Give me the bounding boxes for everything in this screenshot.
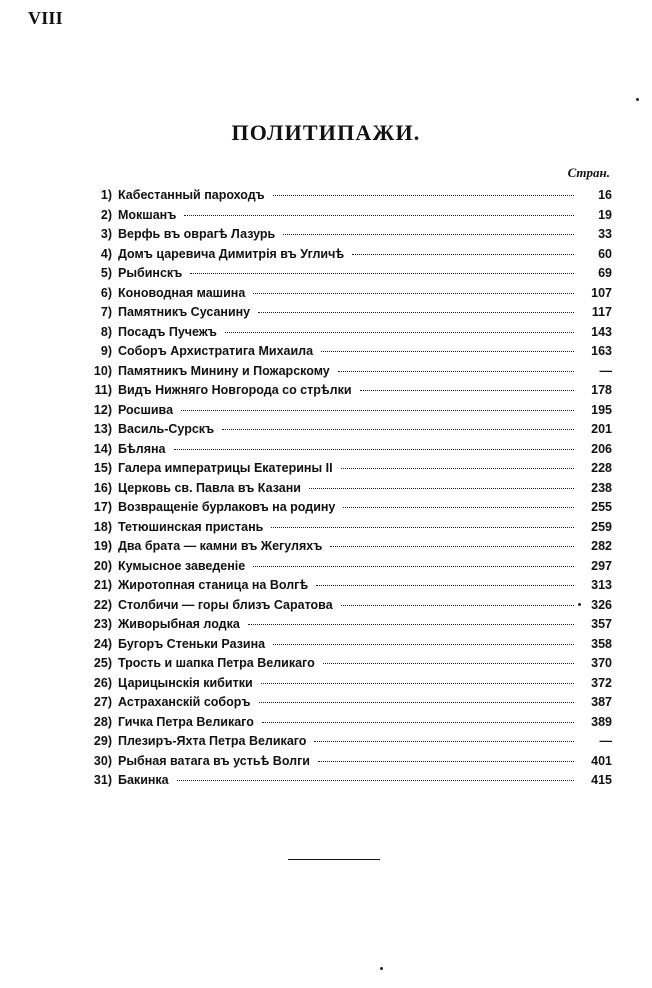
dot-leader	[338, 371, 574, 372]
item-number: 15)	[93, 461, 112, 475]
item-number: 28)	[93, 714, 112, 729]
item-page-number: —	[599, 734, 612, 748]
item-title: Кабестанный пароходъ	[118, 188, 265, 202]
list-item	[0, 342, 652, 362]
dot-leader	[177, 780, 574, 781]
dot-leader	[330, 546, 574, 547]
dot-leader	[225, 332, 574, 333]
list-item	[0, 264, 652, 284]
item-title: Столбичи — горы близъ Саратова	[118, 597, 333, 612]
item-row	[118, 186, 612, 206]
item-number: 14)	[93, 441, 112, 456]
item-row	[118, 732, 612, 752]
item-page-number: 228	[591, 461, 612, 475]
item-title: Василь-Сурскъ	[118, 422, 215, 436]
item-number: 27)	[93, 695, 112, 709]
item-page-number: 255	[591, 500, 612, 514]
item-title: Кумысное заведеніе	[118, 558, 246, 573]
list-item	[0, 459, 652, 479]
list-item	[0, 674, 652, 694]
item-row	[118, 596, 612, 616]
item-page-number: 117	[591, 305, 612, 319]
dot-leader	[341, 468, 574, 469]
print-speck	[636, 98, 639, 101]
item-row	[118, 771, 612, 791]
dot-leader	[309, 488, 574, 489]
item-title: Галера императрицы Екатерины II	[118, 461, 333, 475]
dot-leader	[318, 761, 574, 762]
item-row	[118, 245, 612, 265]
item-title: Рыбная ватага въ устьѣ Волги	[118, 753, 310, 768]
item-page-number: 401	[591, 753, 612, 768]
item-number: 19)	[93, 539, 112, 553]
list-item	[0, 596, 652, 616]
item-title: Коноводная машина	[118, 285, 246, 300]
dot-leader	[316, 585, 574, 586]
item-title: Церковь св. Павла въ Казани	[118, 480, 301, 495]
item-row	[118, 518, 612, 538]
dot-leader	[323, 663, 574, 664]
item-number: 17)	[93, 500, 112, 514]
item-row	[118, 674, 612, 694]
item-page-number: 107	[591, 285, 612, 300]
list-item	[0, 440, 652, 460]
list-item	[0, 771, 652, 791]
item-number: 12)	[93, 402, 112, 417]
item-page-number: 326	[591, 597, 612, 612]
item-title: Видъ Нижняго Новгорода со стрѣлки	[118, 383, 352, 397]
print-speck	[578, 603, 581, 606]
item-page-number: 201	[591, 422, 612, 436]
item-number: 8)	[100, 324, 112, 339]
item-page-number: 60	[598, 246, 612, 261]
item-title: Домъ царевича Димитрія въ Угличѣ	[118, 246, 345, 261]
item-title: Бакинка	[118, 773, 169, 787]
dot-leader	[222, 429, 574, 430]
item-page-number: 389	[591, 714, 612, 729]
list-item	[0, 557, 652, 577]
item-row	[118, 284, 612, 304]
item-page-number: 372	[591, 675, 612, 690]
item-number: 6)	[100, 285, 112, 300]
item-number: 1)	[100, 188, 112, 202]
dot-leader	[341, 605, 574, 606]
item-page-number: 357	[591, 617, 612, 631]
item-row	[118, 342, 612, 362]
item-row	[118, 381, 612, 401]
item-number: 5)	[100, 266, 112, 280]
item-title: Росшива	[118, 402, 174, 417]
item-number: 10)	[93, 363, 112, 378]
dot-leader	[190, 273, 574, 274]
item-page-number: 69	[598, 266, 612, 280]
item-row	[118, 498, 612, 518]
item-number: 31)	[93, 773, 112, 787]
dot-leader	[283, 234, 574, 235]
print-speck	[380, 967, 383, 970]
dot-leader	[343, 507, 574, 508]
list-item	[0, 654, 652, 674]
item-row	[118, 537, 612, 557]
item-page-number: 238	[591, 480, 612, 495]
list-item	[0, 303, 652, 323]
item-number: 16)	[93, 480, 112, 495]
list-item	[0, 420, 652, 440]
page-title: ПОЛИТИПАЖИ.	[231, 120, 421, 145]
item-title: Два брата — камни въ Жегуляхъ	[118, 539, 323, 553]
list-item	[0, 186, 652, 206]
item-row	[118, 635, 612, 655]
dot-leader	[253, 293, 574, 294]
item-number: 29)	[93, 734, 112, 748]
item-number: 9)	[100, 344, 112, 358]
list-item	[0, 713, 652, 733]
page-roman-numeral: VIII	[28, 8, 63, 28]
list-item	[0, 732, 652, 752]
page-column-label: Стран.	[567, 165, 610, 180]
item-page-number: 313	[591, 578, 612, 592]
item-title: Мокшанъ	[118, 207, 177, 222]
item-row	[118, 615, 612, 635]
item-page-number: 282	[591, 539, 612, 553]
item-row	[118, 576, 612, 596]
list-item	[0, 498, 652, 518]
dot-leader	[352, 254, 574, 255]
item-number: 18)	[93, 519, 112, 534]
item-row	[118, 362, 612, 382]
list-item	[0, 752, 652, 772]
item-number: 20)	[93, 558, 112, 573]
list-item	[0, 206, 652, 226]
list-item	[0, 401, 652, 421]
item-page-number: 19	[598, 207, 612, 222]
item-row	[118, 459, 612, 479]
item-number: 2)	[100, 207, 112, 222]
dot-leader	[271, 527, 574, 528]
dot-leader	[174, 449, 574, 450]
dot-leader	[258, 312, 574, 313]
item-title: Бугоръ Стеньки Разина	[118, 636, 266, 651]
item-number: 23)	[93, 617, 112, 631]
item-title: Памятникъ Минину и Пожарскому	[118, 363, 330, 378]
item-row	[118, 557, 612, 577]
item-page-number: 415	[591, 773, 612, 787]
item-title: Верфь въ оврагѣ Лазурь	[118, 227, 276, 241]
item-row	[118, 206, 612, 226]
list-item	[0, 576, 652, 596]
illustrations-list	[0, 186, 652, 791]
item-title: Трость и шапка Петра Великаго	[118, 656, 315, 670]
item-number: 4)	[100, 246, 112, 261]
dot-leader	[253, 566, 574, 567]
dot-leader	[360, 390, 574, 391]
item-title: Астраханскій соборъ	[118, 695, 251, 709]
item-page-number: 259	[591, 519, 612, 534]
item-page-number: —	[599, 363, 612, 378]
list-item	[0, 518, 652, 538]
item-page-number: 143	[591, 324, 612, 339]
list-item	[0, 693, 652, 713]
item-number: 13)	[93, 422, 112, 436]
dot-leader	[184, 215, 574, 216]
item-page-number: 33	[598, 227, 612, 241]
list-item	[0, 245, 652, 265]
item-row	[118, 693, 612, 713]
dot-leader	[321, 351, 574, 352]
item-number: 25)	[93, 656, 112, 670]
item-page-number: 206	[591, 441, 612, 456]
item-row	[118, 225, 612, 245]
list-item	[0, 381, 652, 401]
dot-leader	[273, 195, 574, 196]
list-item	[0, 323, 652, 343]
item-number: 24)	[93, 636, 112, 651]
item-row	[118, 323, 612, 343]
dot-leader	[259, 702, 574, 703]
item-title: Памятникъ Сусанину	[118, 305, 251, 319]
item-page-number: 358	[591, 636, 612, 651]
item-title: Плезиръ-Яхта Петра Великаго	[118, 734, 307, 748]
list-item	[0, 615, 652, 635]
dot-leader	[261, 683, 574, 684]
item-row	[118, 303, 612, 323]
list-item	[0, 362, 652, 382]
item-row	[118, 440, 612, 460]
closing-rule	[288, 859, 380, 860]
item-number: 11)	[94, 383, 112, 397]
item-row	[118, 479, 612, 499]
item-title: Соборъ Архистратига Михаила	[118, 344, 314, 358]
item-title: Гичка Петра Великаго	[118, 714, 254, 729]
list-item	[0, 537, 652, 557]
item-row	[118, 420, 612, 440]
item-number: 26)	[93, 675, 112, 690]
item-row	[118, 654, 612, 674]
item-page-number: 16	[598, 188, 612, 202]
item-row	[118, 713, 612, 733]
item-number: 22)	[93, 597, 112, 612]
item-page-number: 297	[591, 558, 612, 573]
item-title: Живорыбная лодка	[118, 617, 240, 631]
dot-leader	[248, 624, 574, 625]
dot-leader	[181, 410, 574, 411]
item-page-number: 163	[591, 344, 612, 358]
item-title: Возвращеніе бурлаковъ на родину	[118, 500, 336, 514]
dot-leader	[314, 741, 574, 742]
list-item	[0, 635, 652, 655]
list-item	[0, 479, 652, 499]
list-item	[0, 284, 652, 304]
item-title: Жиротопная станица на Волгѣ	[118, 578, 309, 592]
item-title: Бѣляна	[118, 441, 166, 456]
item-row	[118, 752, 612, 772]
item-title: Тетюшинская пристань	[118, 519, 264, 534]
item-title: Посадъ Пучежъ	[118, 324, 217, 339]
item-row	[118, 401, 612, 421]
item-number: 3)	[100, 227, 112, 241]
item-page-number: 370	[591, 656, 612, 670]
dot-leader	[273, 644, 574, 645]
list-item	[0, 225, 652, 245]
dot-leader	[262, 722, 574, 723]
item-number: 21)	[93, 578, 112, 592]
item-title: Рыбинскъ	[118, 266, 183, 280]
item-title: Царицынскія кибитки	[118, 675, 253, 690]
item-number: 7)	[100, 305, 112, 319]
item-row	[118, 264, 612, 284]
item-page-number: 178	[591, 383, 612, 397]
item-number: 30)	[93, 753, 112, 768]
item-page-number: 195	[591, 402, 612, 417]
item-page-number: 387	[591, 695, 612, 709]
